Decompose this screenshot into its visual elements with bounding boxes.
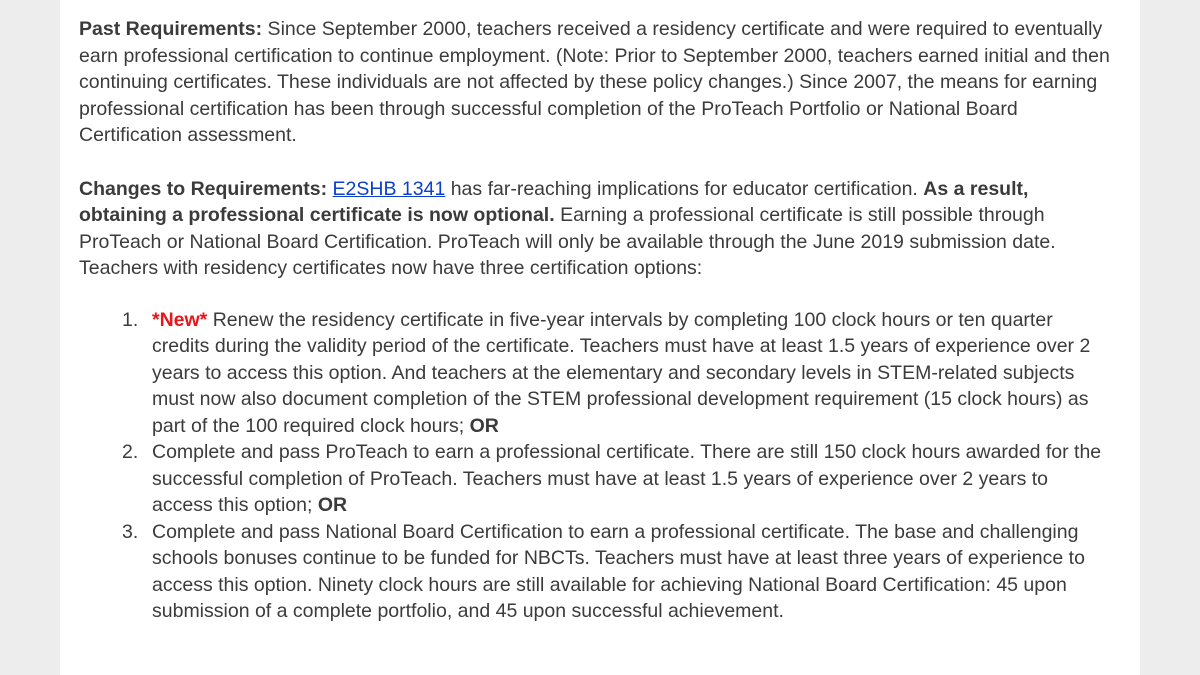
changes-requirements-heading: Changes to Requirements: bbox=[79, 177, 328, 200]
changes-bold-statement: As a result, obtaining a professional certificate is now optional. bbox=[79, 177, 1029, 226]
new-tag: *New* bbox=[152, 308, 208, 331]
option-item-1 bbox=[122, 307, 1110, 440]
past-requirements-paragraph bbox=[79, 16, 1110, 149]
document-page bbox=[60, 0, 1140, 675]
changes-text-body: Earning a professional certificate is still possible through ProTeach or National Board Certification. ProTeach will only be available through the June 2019 submission date. Teachers with residency certificates now have three certification options: bbox=[79, 204, 1056, 279]
option-or: OR bbox=[469, 414, 499, 437]
option-number: 3. bbox=[122, 520, 139, 543]
option-text: Complete and pass ProTeach to earn a professional certificate. There are still 150 clock hours awarded for the successful completion of ProTeach. Teachers must have at least 1.5 years of experience over 2 years to access this option; bbox=[152, 441, 1102, 516]
option-item-2 bbox=[122, 439, 1110, 519]
option-text: Renew the residency certificate in five-year intervals by completing 100 clock hours or ten quarter credits during the validity period of the certificate. Teachers must have at least 1.5 years of experience over 2 years to access this option. And teachers at the elementary and secondary levels in STEM-related subjects must now also document completion of the STEM professional development requirement (15 clock hours) as part of the 100 required clock hours; bbox=[152, 308, 1091, 437]
option-item-3 bbox=[122, 519, 1110, 625]
option-or: OR bbox=[317, 494, 348, 516]
option-number: 2. bbox=[122, 441, 139, 463]
past-requirements-text: Since September 2000, teachers received a residency certificate and were required to eventually earn professional certification to continue employment. (Note: Prior to September 2000, teachers earned initial and then continuing certificates. These individuals are not affected by these policy changes.) Since 2007, the means for earning professional certification has been through successful completion of the ProTeach Portfolio or National Board Certification assessment. bbox=[79, 18, 1110, 146]
option-text: Complete and pass National Board Certification to earn a professional certificate. The base and challenging schools bonuses continue to be funded for NBCTs. Teachers must have at least three years of experience to access this option. Ninety clock hours are still available for achieving National Board Certification: 45 upon submission of a complete portfolio, and 45 upon successful achievement. bbox=[152, 520, 1085, 622]
changes-text-intro: has far-reaching implications for educator certification. bbox=[445, 177, 924, 200]
changes-requirements-paragraph bbox=[79, 176, 1110, 282]
certification-options-list bbox=[79, 307, 1110, 625]
past-requirements-heading: Past Requirements: bbox=[79, 18, 263, 40]
e2shb-1341-link[interactable]: E2SHB 1341 bbox=[332, 177, 446, 200]
option-number: 1. bbox=[122, 308, 139, 331]
